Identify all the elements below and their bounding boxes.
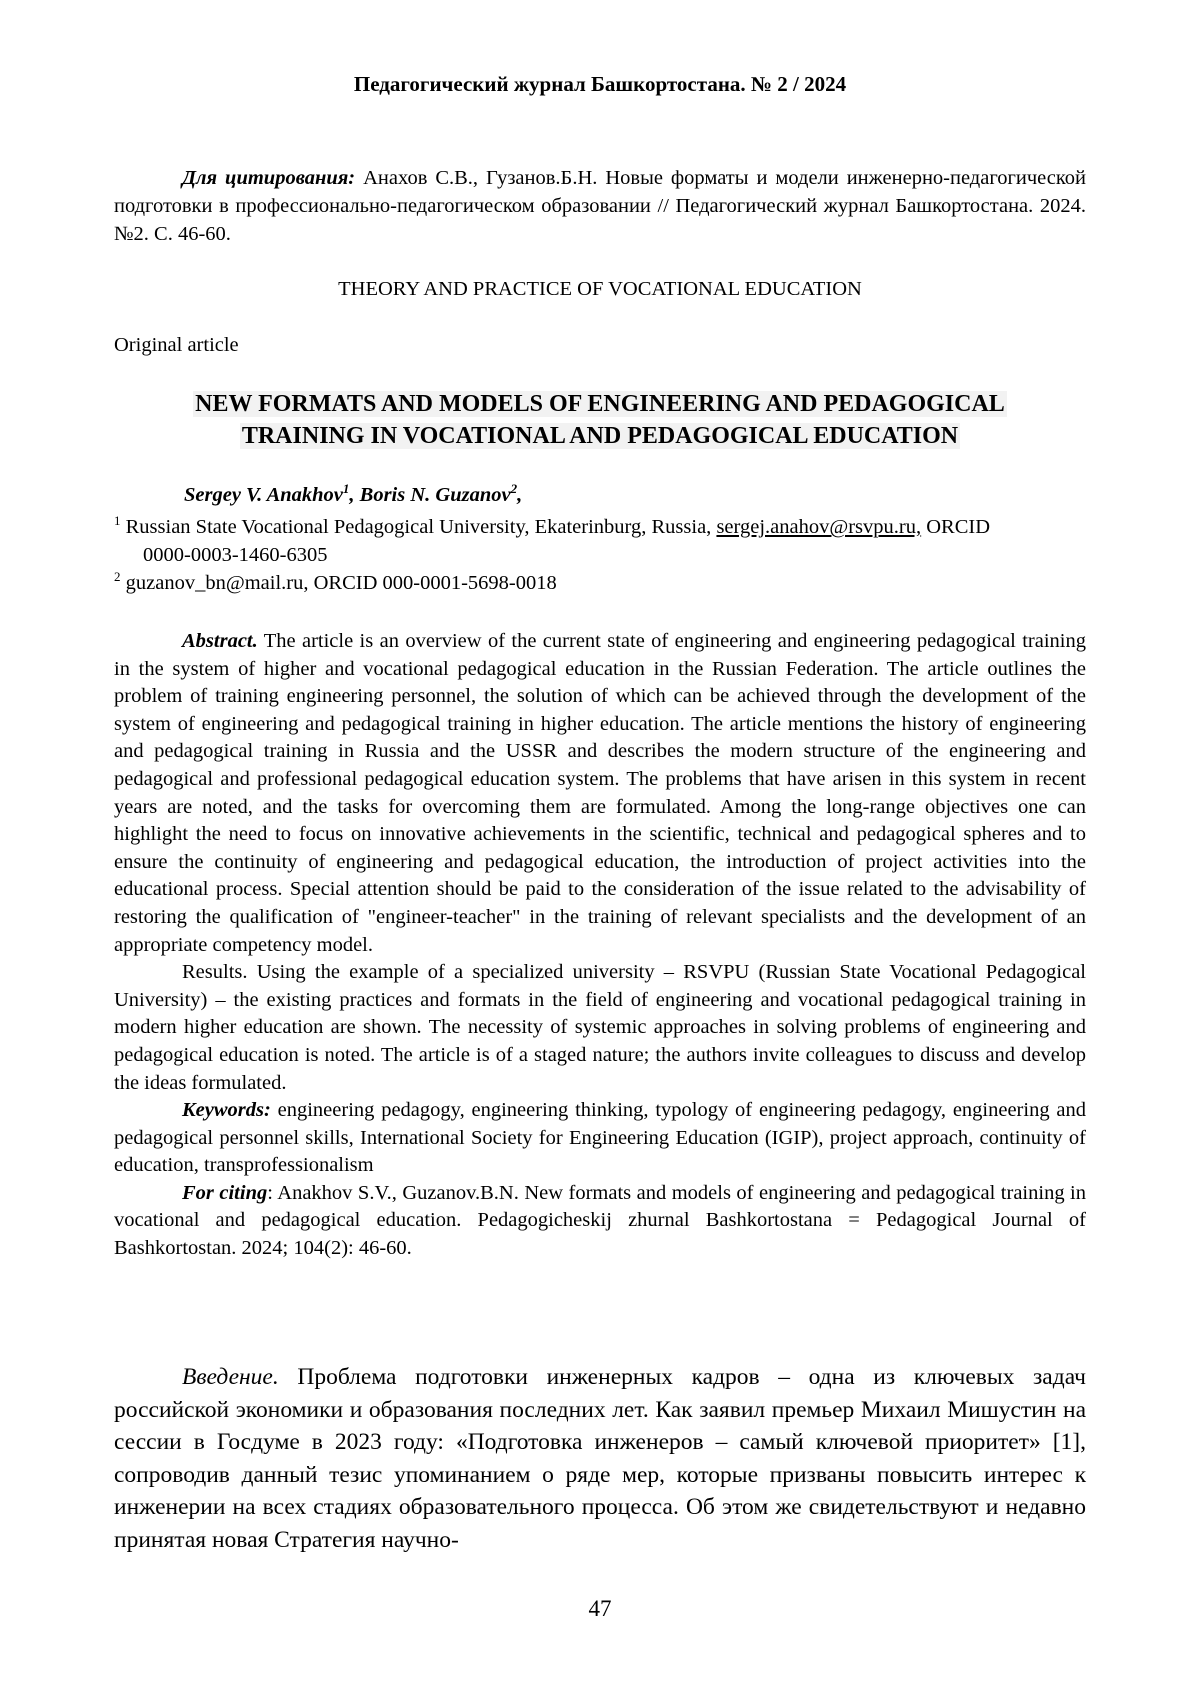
author-2-sup: 2	[510, 481, 518, 497]
results-paragraph: Results. Using the example of a specialized university – RSVPU (Russian State Vocational Pedagogical University) – the existing practices and formats in the field of engineering and vocational pedagogical training in modern higher education are shown. The necessity of systemic approaches in solving problems of engineering and pedagogical education is noted. The article is of a staged nature; the authors invite colleagues to discuss and develop the ideas formulated.	[114, 961, 1086, 1094]
introduction-paragraph	[114, 1361, 1086, 1556]
title-line-1: NEW FORMATS AND MODELS OF ENGINEERING AND PEDAGOGICAL	[195, 391, 1005, 417]
section-heading: THEORY AND PRACTICE OF VOCATIONAL EDUCATION	[338, 278, 862, 300]
affiliation-2-text: guzanov_bn@mail.ru, ORCID 000-0001-5698-0018	[120, 572, 557, 594]
keywords-paragraph	[114, 1097, 1086, 1180]
title-line-2: TRAINING IN VOCATIONAL AND PEDAGOGICAL EDUCATION	[241, 423, 959, 449]
article-type: Original article	[114, 334, 239, 356]
citing-label: For citing	[182, 1181, 268, 1204]
abstract-label: Abstract.	[182, 630, 258, 652]
citation-ru-text: Анахов С.В., Гузанов.Б.Н. Новые форматы и модели инженерно-педагогической подготовки в профессионально-педагогическом образовании // Педагогический журнал Башкортостана. 2024. №2. С. 46-60.	[114, 167, 1087, 245]
author-1-sup: 1	[342, 481, 350, 497]
author-list	[184, 481, 523, 507]
author-2-name: Boris N. Guzanov	[359, 484, 511, 506]
affiliation-1-orcid: 0000-0003-1460-6305	[143, 544, 328, 566]
keywords-text: engineering pedagogy, engineering thinking, typology of engineering pedagogy, engineering and pedagogical personnel skills, International Society for Engineering Education (IGIP), project approach, continuity of education, transprofessionalism	[114, 1099, 1086, 1177]
affiliation-2-sup: 2	[114, 569, 121, 585]
abstract-text: The article is an overview of the current state of engineering and engineering pedagogical training in the system of higher and vocational pedagogical education in the Russian Federation. The article outlines the problem of training engineering personnel, the solution of which can be achieved through the development of the system of engineering and pedagogical training in higher education. The article mentions the history of engineering and pedagogical training in Russia and the USSR and describes the modern structure of the engineering and pedagogical and professional pedagogical education system. The problems that have arisen in this system in recent years are noted, and the tasks for overcoming them are formulated. Among the long-range objectives one can highlight the need to focus on innovative achievements in the scientific, technical and pedagogical spheres and to ensure the continuity of engineering and pedagogical education, the introduction of project activities into the educational process. Special attention should be paid to the consideration of the issue related to the advisability of restoring the qualification of "engineer-teacher" in the training of relevant specialists and the development of an appropriate competency model.	[114, 630, 1086, 956]
affiliation-2	[114, 569, 1086, 597]
author-list-trail: ,	[517, 484, 523, 506]
citation-ru-block	[114, 164, 1086, 248]
article-title	[0, 388, 1200, 452]
affiliation-1-email-link[interactable]: sergej.anahov@rsvpu.ru,	[716, 516, 922, 538]
citing-paragraph	[114, 1180, 1086, 1263]
author-1-name: Sergey V. Anakhov	[184, 484, 343, 506]
author-separator: ,	[349, 484, 360, 506]
affiliation-1-text: Russian State Vocational Pedagogical University, Ekaterinburg, Russia,	[120, 516, 717, 538]
affiliation-1-orcid-label: ORCID	[921, 516, 991, 538]
introduction-text: Проблема подготовки инженерных кадров – одна из ключевых задач российской экономики и образования последних лет. Как заявил премьер Михаил Мишустин на сессии в Госдуме в 2023 году: «Подготовка инженеров – самый ключевой приоритет» [1], сопроводив данный тезис упоминанием о ряде мер, которые призваны повысить интерес к инженерии на всех стадиях образовательного процесса. Об этом же свидетельствуют и недавно принятая новая Стратегия научно-	[114, 1364, 1086, 1553]
citing-text: : Anakhov S.V., Guzanov.B.N. New formats and models of engineering and pedagogical training in vocational and pedagogical education. Pedagogicheskij zhurnal Bashkortostana = Pedagogical Journal of Bashkortostan. 2024; 104(2): 46-60.	[114, 1181, 1086, 1260]
journal-running-header: Педагогический журнал Башкортостана. № 2 / 2024	[353, 72, 847, 96]
citation-ru-label: Для цитирования:	[182, 167, 356, 189]
keywords-label: Keywords:	[182, 1099, 271, 1122]
abstract-block	[114, 628, 1086, 1263]
introduction-block	[114, 1361, 1086, 1556]
affiliation-1-sup: 1	[114, 513, 121, 529]
introduction-label: Введение.	[182, 1364, 279, 1390]
abstract-paragraph	[114, 628, 1086, 959]
affiliation-1	[114, 513, 1086, 569]
page-number: 47	[588, 1596, 612, 1621]
